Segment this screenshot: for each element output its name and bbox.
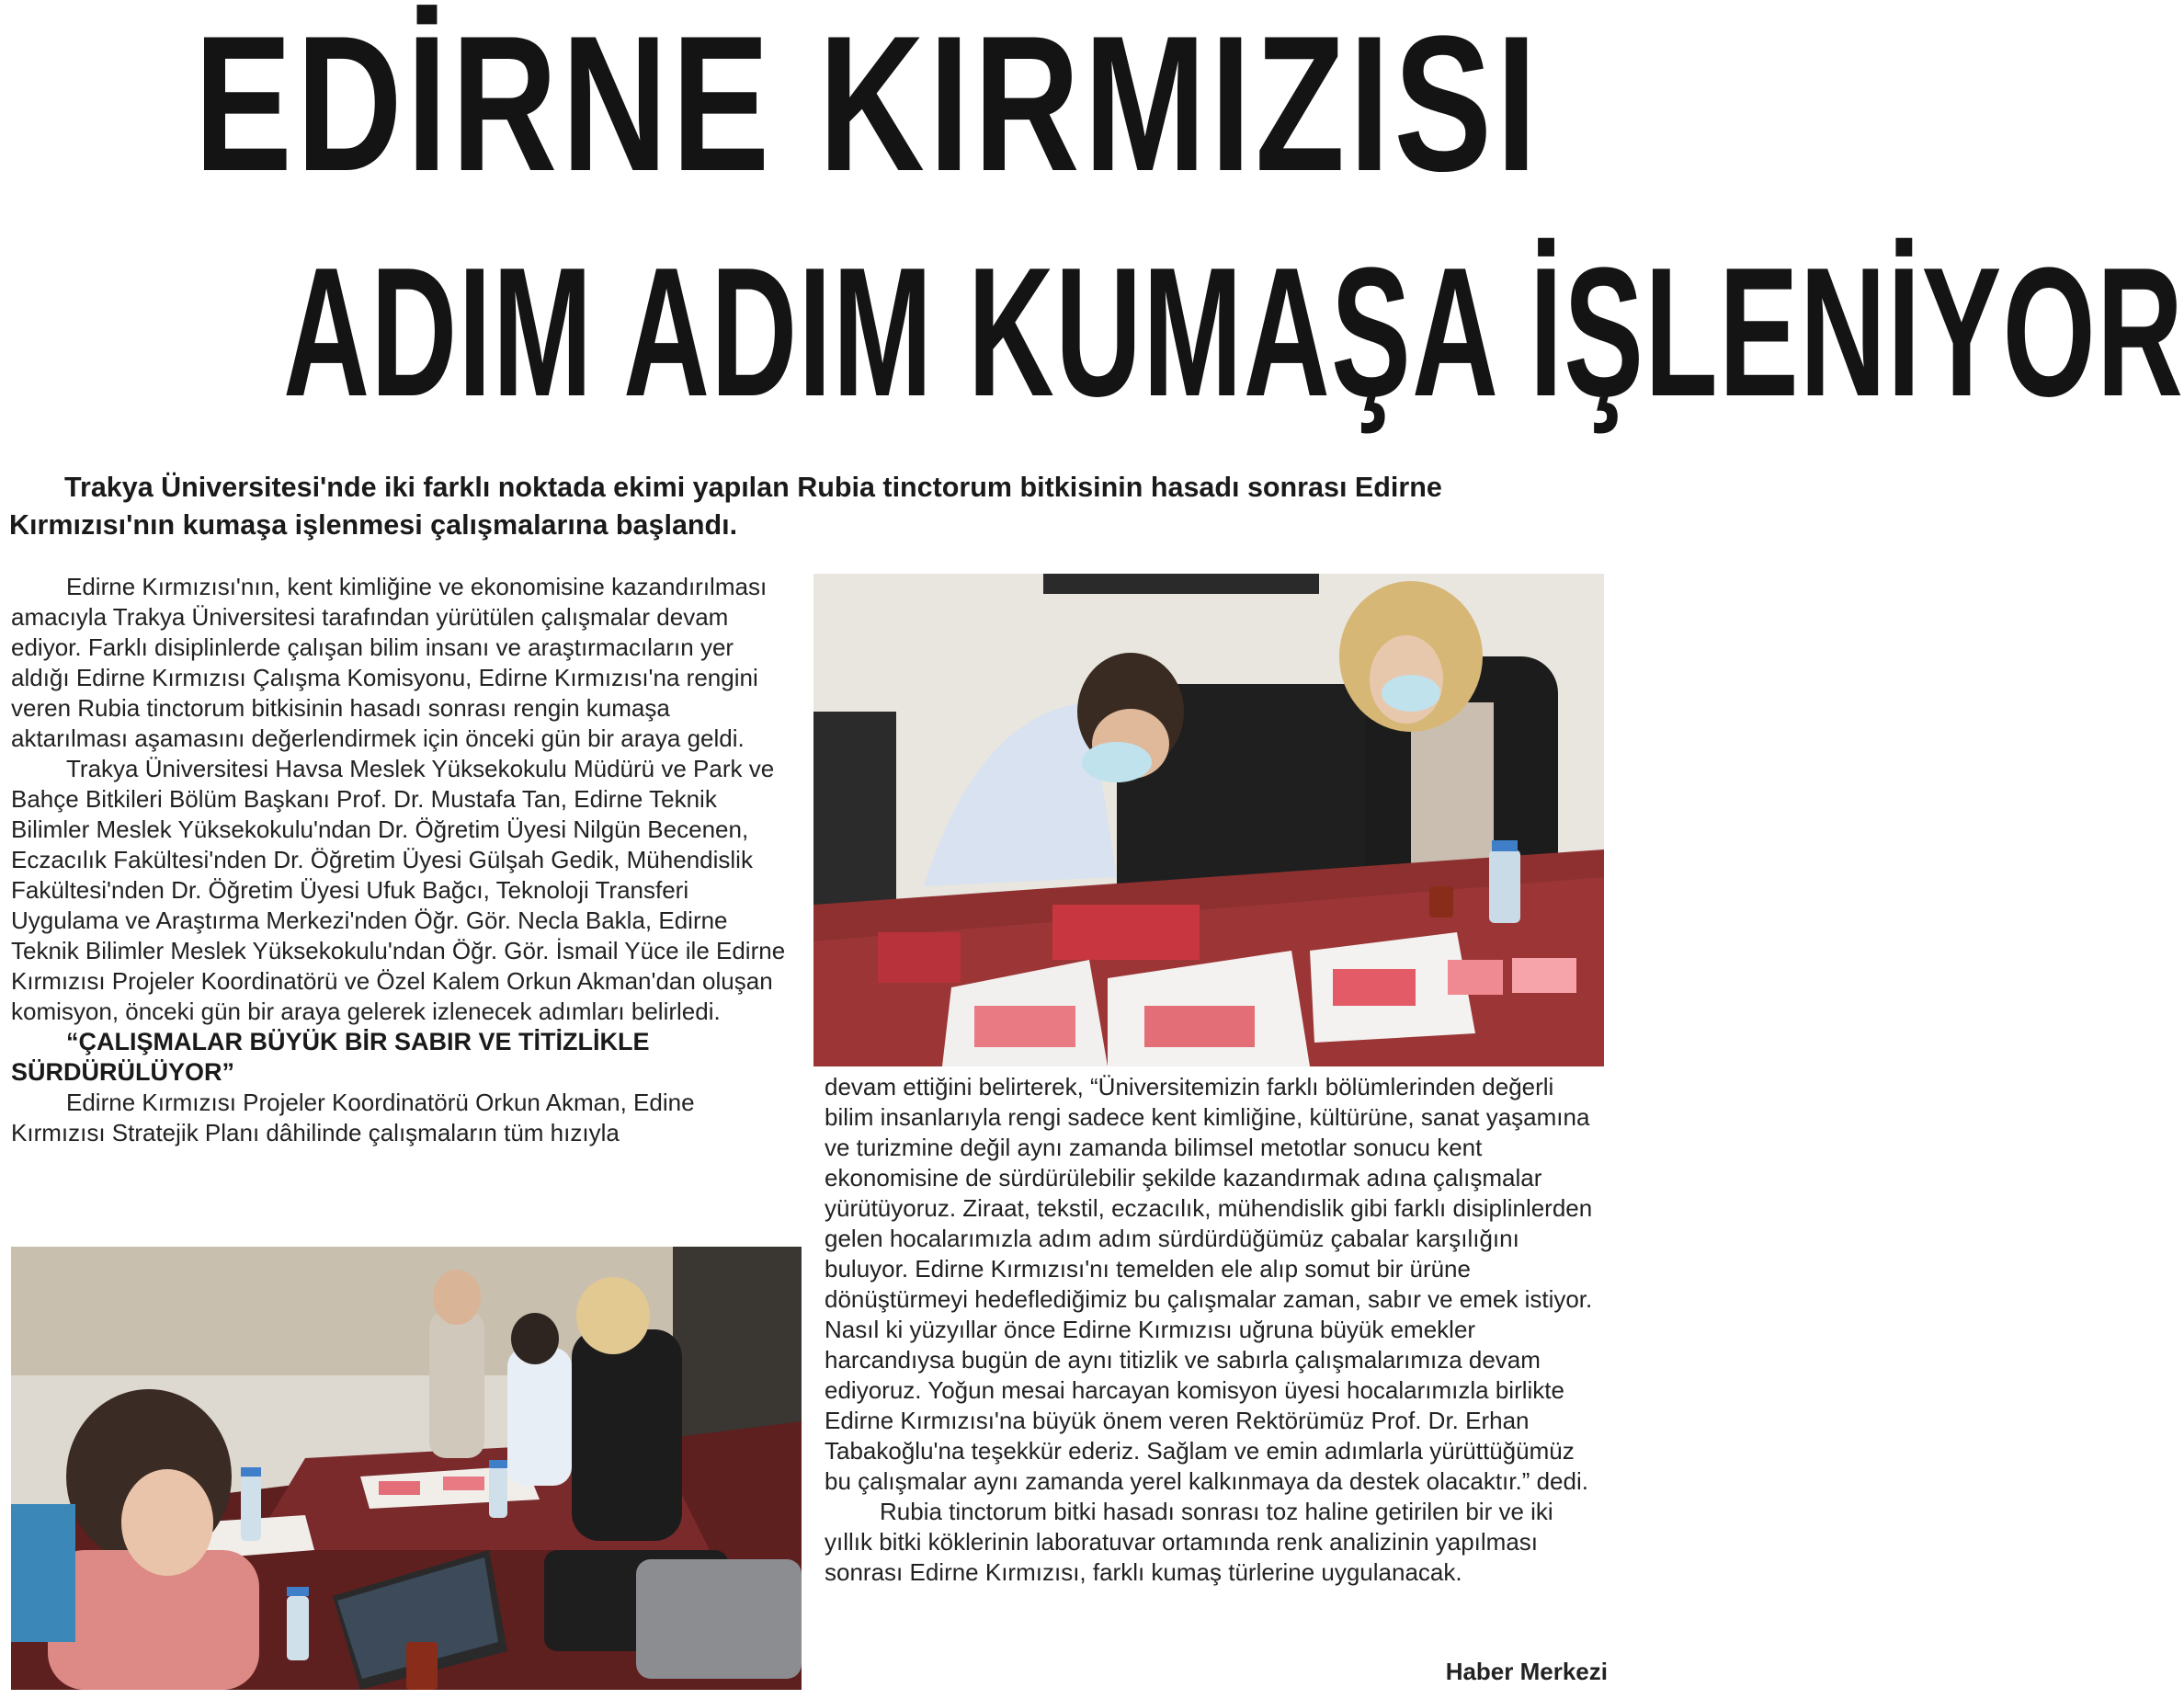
right-column [825, 1072, 1606, 1588]
headline-line-1: EDİRNE KIRMIZISI [194, 0, 1541, 211]
photo-fabric-examination-illustration [813, 574, 1604, 1066]
photo-commission-meeting-illustration [11, 1247, 802, 1690]
left-paragraph-2: Trakya Üniversitesi Havsa Meslek Yüksekokulu Müdürü ve Park ve Bahçe Bitkileri Bölüm Başkanı Prof. Dr. Mustafa Tan, Edirne Teknik Bilimler Meslek Yüksekokulu'ndan Dr. Öğretim Üyesi Nilgün Becenen, Eczacılık Fakültesi'nden Dr. Öğretim Üyesi Gülşah Gedik, Mühendislik Fakültesi'nden Dr. Öğretim Üyesi Ufuk Bağcı, Teknoloji Transferi Uygulama ve Araştırma Merkezi'nden Öğr. Gör. Necla Bakla, Edirne Teknik Bilimler Meslek Yüksekokulu'ndan Öğr. Gör. İsmail Yüce ile Edirne Kırmızısı Projeler Koordinatörü ve Özel Kalem Orkun Akman'dan oluşan komisyon, önceki gün bir araya gelerek izlenecek adımları belirledi. [11, 755, 786, 1025]
right-paragraph-2: Rubia tinctorum bitki hasadı sonrası toz haline getirilen bir ve iki yıllık bitki köklerinin laboratuvar ortamında renk analizinin yapılması sonrası Edirne Kırmızısı, farklı kumaş türlerine uygulanacak. [825, 1498, 1553, 1586]
left-paragraph-1: Edirne Kırmızısı'nın, kent kimliğine ve ekonomisine kazandırılması amacıyla Trakya Üniversitesi tarafından yürütülen çalışmalar devam ediyor. Farklı disiplinlerde çalışan bilim insanı ve araştırmacıların yer aldığı Edirne Kırmızısı Çalışma Komisyonu, Edirne Kırmızısı'na rengini veren Rubia tinctorum bitkisinin hasadı sonrası rengin kumaşa aktarılması aşamasını değerlendirmek için önceki gün bir araya geldi. [11, 573, 768, 752]
left-paragraph-3: Edirne Kırmızısı Projeler Koordinatörü Orkun Akman, Edine Kırmızısı Stratejik Planı dâhilinde çalışmaların tüm hızıyla [11, 1089, 695, 1146]
right-paragraph-1: devam ettiğini belirterek, “Üniversitemizin farklı bölümlerinden değerli bilim insanlarıyla rengi sadece kent kimliğine, kültürüne, sanat yaşamına ve turizmine değil aynı zamanda bilimsel metotlar sonucu kent ekonomisine de sürdürülebilir şekilde kazandırmak adına çalışmalar yürütüyoruz. Ziraat, tekstil, eczacılık, mühendislik gibi farklı disiplinlerden gelen hocalarımızla adım adım sürdürdüğümüz çabalar karşılığını buluyor. Edirne Kırmızısı'nı temelden ele alıp somut bir ürüne dönüştürmeyi hedeflediğimiz bu çalışmalar zaman, sabır ve emek istiyor. Nasıl ki yüzyıllar önce Edirne Kırmızısı uğruna büyük emekler harcandıysa bugün de aynı titizlik ve sabırla çalışmalarımıza devam ediyoruz. Yoğun mesai harcayan komisyon üyesi hocalarımızla birlikte Edirne Kırmızısı'na büyük önem veren Rektörümüz Prof. Dr. Erhan Tabakoğlu'na teşekkür ederiz. Sağlam ve emin adımlarla yürüttüğümüz bu çalışmalar aynı zamanda yerel kalkınmaya da destek olacaktır.” dedi. [825, 1073, 1593, 1495]
photo-commission-meeting [11, 1247, 802, 1690]
headline-line-2: ADIM ADIM KUMAŞA İŞLENİYOR [283, 230, 2184, 435]
section-subheading: “ÇALIŞMALAR BÜYÜK BİR SABIR VE TİTİZLİKLE SÜRDÜRÜLÜYOR” [11, 1028, 650, 1086]
byline: Haber Merkezi [1445, 1658, 1608, 1685]
lead-paragraph: Trakya Üniversitesi'nde iki farklı noktada ekimi yapılan Rubia tinctorum bitkisinin hasadı sonrası Edirne Kırmızısı'nın kumaşa işlenmesi çalışmalarına başlandı. [9, 472, 1442, 541]
left-column [11, 572, 792, 1148]
photo-fabric-examination [813, 574, 1604, 1066]
